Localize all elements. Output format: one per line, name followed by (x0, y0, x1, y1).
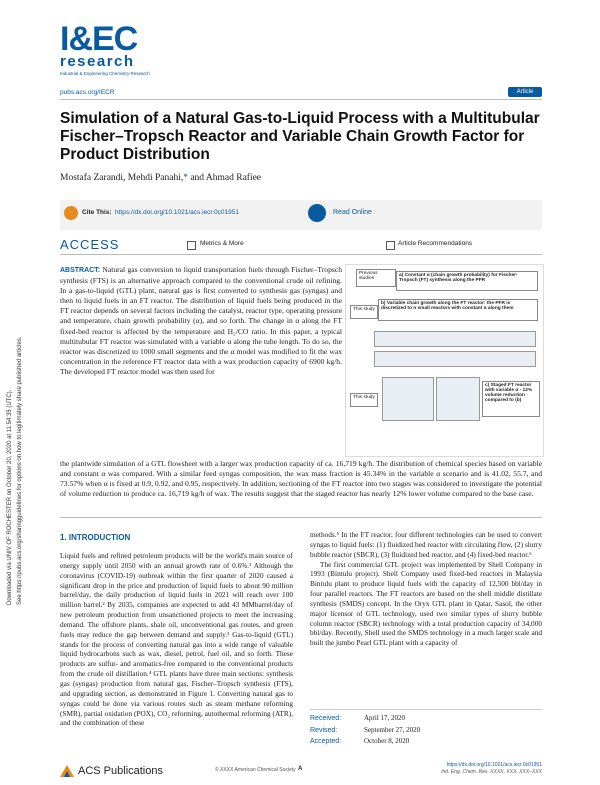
copyright: © XXXX American Chemical Society (215, 767, 296, 773)
journal-logo-subtitle: Industrial & Engineering Chemistry Research (60, 71, 150, 76)
journal-logo: I&EC (60, 20, 138, 58)
article-type-badge: Article (508, 87, 542, 97)
recommendations-icon[interactable] (386, 241, 395, 250)
metrics-icon[interactable] (187, 241, 196, 250)
cite-doi-link[interactable]: https://dx.doi.org/10.1021/acs.iecr.0c01951 (115, 209, 239, 216)
accepted-date: October 8, 2020 (364, 737, 410, 745)
publisher-name: ACS Publications (78, 765, 163, 777)
footer-doi-link[interactable]: https://dx.doi.org/10.1021/acs.iecr.0c01951 (446, 762, 542, 768)
received-date: April 17, 2020 (364, 714, 406, 722)
revised-label: Revised: (310, 726, 338, 734)
intro-right-para2: The first commercial GTL project was implemented by Shell Company in 1993 (Bintulu project). Shell Company used fixed-bed reactors in Malaysia Bintulu plant to produce liquid fuels with the capacity of 12,500 bbl/day in four parallel reactors. The FT reactors are based on the shell middle distillate synthesis (SMDS) concept. In the Oryx GTL plant in Qatar, Sasol, the other major licensor of GTL technology, used two similar types of slurry bubble column reactor (SBCR) technology with a total production capacity of 34,000 bbl/day. Recently, Shell used the SMDS technology in a much larger scale and built the jumbo Pearl GTL plant with a capacity of (310, 559, 542, 648)
toc-prev-studies: Previous studies (356, 269, 396, 287)
metrics-link[interactable]: Metrics & More (200, 240, 244, 247)
header-divider (60, 99, 542, 100)
toc-this-study-1: This study (350, 305, 378, 319)
revised-date: September 27, 2020 (364, 725, 421, 734)
toc-staged-reactor-1 (382, 377, 434, 421)
author-last: and Ahmad Rafiee (187, 173, 262, 183)
footer-journal-ref: Ind. Eng. Chem. Res. XXXX, XXX, XXX–XXX (441, 769, 542, 775)
abstract-text1: Natural gas conversion to liquid transportation fuels through Fischer–Tropsch synthesis (FTS) is an alternative approach compared to the conventional crude oil refining. In a gas-to-liquid (GTL) plant, natural gas is first converted to synthesis gas (syngas) and then to liquid fuels in an FT reactor. The distribution of liquid fuels being produced in the FT reactor depends on several factors including the catalyst, reactor type, operating pressure and temperature, chain growth probability (α), and so forth. The change in α along the FT fixed-bed reactor is affected by the temperature and H₂/CO ratio. In this paper, a typical multitubular FT reactor was simulated with a variable α along the tube length. To do so, the reactor was discretized to 1000 small segments and the α model was modified to fit the wax concentration in the reference FT reactor data with a wax production capacity of 6900 kg/h. The developed FT reactor model was then used for (60, 265, 342, 376)
journal-url-link[interactable]: pubs.acs.org/IECR (60, 89, 115, 96)
download-notice-line1: Downloaded via UNIV OF ROCHESTER on October 20, 2020 at 11:54:35 (UTC). (7, 389, 13, 605)
journal-logo-research: research (60, 53, 135, 70)
received-label: Received: (310, 715, 342, 722)
article-title: Simulation of a Natural Gas-to-Liquid Process with a Multitubular Fischer–Tropsch Reactor and Variable Chain Growth Factor for Product Distribution (60, 110, 540, 163)
page-number: A (298, 766, 303, 772)
toc-box-b: b) Variable chain growth along the FT reactor: the PFR is discretized to n small reactors with constant α along them (378, 299, 538, 321)
read-online-link[interactable]: Read Online (333, 209, 372, 216)
abstract-part2: the plantwide simulation of a GTL flowsheet with a larger wax production capacity of ca. 16,719 kg/h. The distribution of chemical species based on variable and constant α was compared. With a similar feed syngas composition, the wax mass fraction is 45.34% in the variable α scenario and is 41.02, 55.7, and 73.57% when α is fixed at 0.9, 0.92, and 0.95, respectively. In addition, sectioning of the FT reactor into two stages was considered to investigate the potential of volume reduction to produce ca. 16,719 kg/h of wax. The results suggest that the staged reactor has nearly 12% lower volume compared to the base case. (60, 459, 542, 499)
recommendations-link[interactable]: Article Recommendations (398, 240, 473, 247)
intro-right-column (310, 530, 542, 648)
cite-label: Cite This: (82, 209, 112, 216)
toc-box-c: c) Staged FT reactor with variable α - 12% volume reduction compared to (b) (482, 381, 540, 417)
section-heading: 1. INTRODUCTION (60, 533, 131, 542)
access-divider (60, 254, 542, 255)
received-dates (310, 709, 542, 748)
corresponding-author-mark[interactable]: * (183, 173, 188, 183)
intro-left-column: Liquid fuels and refined petroleum products will be the world's main source of energy supply until 2050 with an annual growth rate of 0.6%.¹ Although the coronavirus (COVID-19) outbreak within the first quarter of 2020 caused a significant drop in the price and production of liquid fuels to about 90 million barrel/day, the daily production of liquid fuels in 2021 will reach over 100 million barrel.² By 2035, companies are expected to add 43 MMbarrel/day of new petroleum production from unsanctioned projects to meet the increasing demand. The offshore plants, shale oil, unconventional gas routes, and green fuels may reduce the gap between demand and supply.³ Gas-to-liquid (GTL) stands for the process of converting natural gas into a wide range of valuable liquid hydrocarbons such as wax, diesel, petrol, fuel oil, and so forth. These products are sulfur- and aromatics-free compared to the conventional products from the crude oil distillation.⁴ GTL plants have three main sections: synthesis gas (syngas) production from natural gas, Fischer–Tropsch synthesis (FTS), and upgrading section, as demonstrated in Figure 1. Converting natural gas to syngas could be done via various routes such as steam methane reforming (SMR), partial oxidation (POX), CO₂ reforming, autothermal reforming (ATR), and the combination of these (60, 551, 293, 728)
abstract-part1 (60, 265, 342, 377)
toc-reactor-tubes (374, 331, 536, 347)
author-list (60, 173, 261, 183)
abstract-label: ABSTRACT: (60, 267, 101, 274)
toc-this-study-2: This study (350, 393, 378, 407)
accepted-label: Accepted: (310, 738, 342, 745)
acs-logo-icon (60, 765, 74, 777)
abstract-divider (60, 517, 542, 518)
cite-icon (64, 206, 78, 220)
author-names: Mostafa Zarandi, Mehdi Panahi, (60, 173, 184, 183)
access-heading: ACCESS (60, 237, 120, 252)
toc-reactor-tubes-2 (374, 351, 536, 367)
toc-box-a: a) Constant α (chain growth probability) for Fischer-Tropsch (FT) synthesis along the PFR (396, 271, 538, 291)
toc-graphic (345, 264, 544, 457)
download-notice-line2: See https://pubs.acs.org/sharingguidelines for options on how to legitimately share published articles. (17, 336, 23, 605)
intro-right-para1: methods.⁵ In the FT reactor, four different technologies can be used to convert syngas to liquid fuels: (1) fluidized bed reactor with circulating flow, (2) slurry bubble reactor (SBCR), (3) fluidized bed reactor, and (4) fixed-bed reactor.⁶ (310, 530, 542, 559)
download-notice (1, 210, 35, 610)
toc-staged-reactor-2 (436, 377, 480, 421)
read-online-icon[interactable] (308, 204, 326, 222)
